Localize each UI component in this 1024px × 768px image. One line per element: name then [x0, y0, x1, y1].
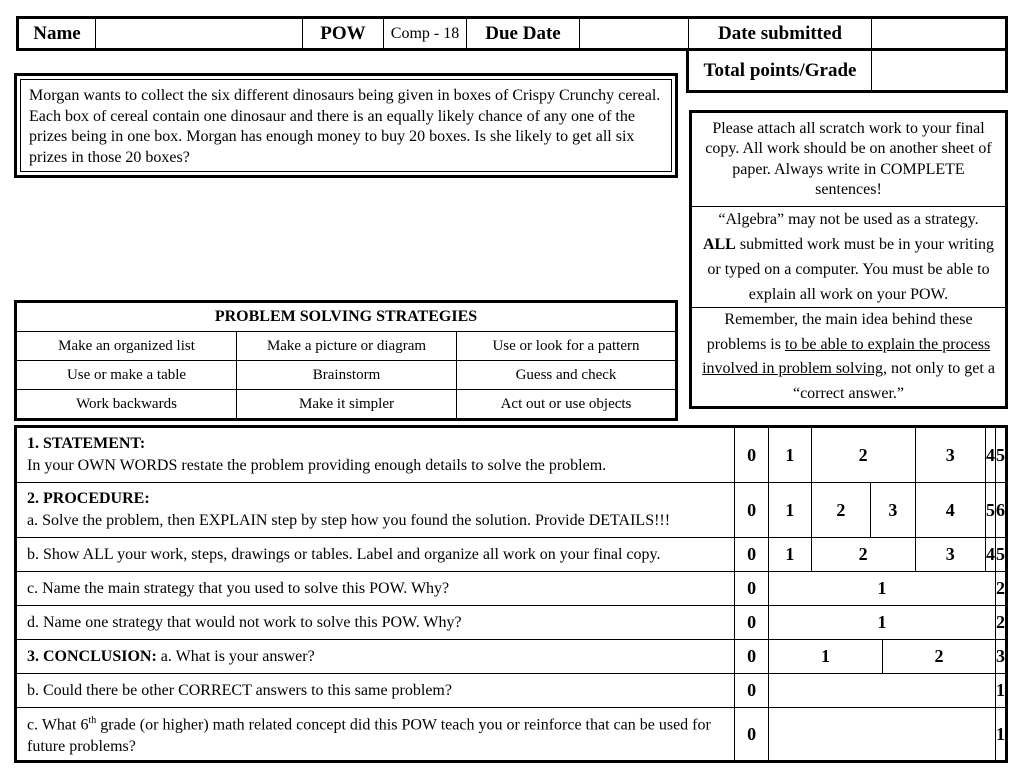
- score-cell[interactable]: 0: [735, 483, 769, 538]
- score-cell[interactable]: 2: [811, 538, 915, 572]
- score-cell[interactable]: 0: [735, 640, 769, 674]
- score-cell[interactable]: 2: [811, 427, 915, 483]
- due-date-label: Due Date: [467, 18, 580, 50]
- problem-box: [14, 73, 678, 178]
- score-cell[interactable]: 4: [915, 483, 985, 538]
- problem-text: Morgan wants to collect the six different dinosaurs being given in boxes of Crispy Crunchy cereal. Each box of cereal contain one dinosaur and there is an equally likely chance of any one of the prizes being in one box. Morgan has enough money to buy 20 boxes. Is she likely to get all six prizes in those 20 boxes?: [20, 79, 672, 172]
- grade-label: Total points/Grade: [688, 50, 872, 92]
- rubric-heading: 1. STATEMENT:: [27, 435, 146, 452]
- score-cell[interactable]: 1: [996, 708, 1007, 762]
- instructions-table: [689, 110, 1008, 409]
- score-cell[interactable]: 1: [769, 538, 812, 572]
- rubric-desc: b. Show ALL your work, steps, drawings or tables. Label and organize all work on your final copy.: [16, 538, 735, 572]
- strategy-cell: Brainstorm: [237, 361, 457, 390]
- score-cell[interactable]: 1: [769, 606, 996, 640]
- rubric-row-statement: [16, 427, 1007, 483]
- note-scratch-work: Please attach all scratch work to your final copy. All work should be on another sheet of paper. Always write in COMPLETE sentences!: [691, 112, 1007, 207]
- pow-label: POW: [303, 18, 384, 50]
- rubric-text: In your OWN WORDS restate the problem providing enough details to solve the problem.: [27, 457, 607, 474]
- strategies-title: PROBLEM SOLVING STRATEGIES: [16, 302, 677, 332]
- rubric-row-work: [16, 538, 1007, 572]
- score-cell[interactable]: 2: [996, 572, 1007, 606]
- score-cell[interactable]: 1: [769, 427, 812, 483]
- rubric-desc: [16, 640, 735, 674]
- rubric-text: a. What is your answer?: [156, 647, 315, 665]
- strategy-cell: Make a picture or diagram: [237, 332, 457, 361]
- score-cell[interactable]: 5: [996, 427, 1007, 483]
- due-date-field[interactable]: [580, 18, 689, 50]
- name-field[interactable]: [96, 18, 303, 50]
- note-main-idea: [691, 308, 1007, 408]
- ordinal-suffix: th: [88, 715, 97, 726]
- note-all-bold: ALL: [702, 236, 736, 253]
- score-cell[interactable]: 4: [985, 427, 995, 483]
- strategy-cell: Make an organized list: [16, 332, 237, 361]
- rubric-desc: [16, 427, 735, 483]
- rubric-text: a. Solve the problem, then EXPLAIN step by step how you found the solution. Provide DETAILS!!!: [27, 512, 671, 529]
- score-cell[interactable]: 5: [996, 538, 1007, 572]
- rubric-row-conclusion: [16, 640, 1007, 674]
- grade-table: [686, 48, 1008, 93]
- strategy-cell: Act out or use objects: [457, 390, 677, 420]
- score-cell[interactable]: 5: [985, 483, 995, 538]
- note-main-idea-text: Remember, the main idea behind these problems is: [706, 311, 973, 353]
- note-algebra-rest: submitted work must be in your writing or typed on a computer. You must be able to explain all work on your POW.: [707, 236, 995, 303]
- note-algebra-text: “Algebra” may not be used as a strategy.: [718, 211, 979, 228]
- score-cell[interactable]: 3: [915, 427, 985, 483]
- score-cell[interactable]: 2: [996, 606, 1007, 640]
- rubric-heading: 2. PROCEDURE:: [27, 490, 150, 507]
- rubric-row-other-answers: [16, 674, 1007, 708]
- name-label: Name: [18, 18, 96, 50]
- rubric-desc: [16, 483, 735, 538]
- score-cell[interactable]: 0: [735, 674, 769, 708]
- date-submitted-field[interactable]: [872, 18, 1007, 50]
- score-cell[interactable]: 0: [735, 572, 769, 606]
- score-cell[interactable]: 1: [769, 640, 883, 674]
- score-cell-blank: [769, 674, 996, 708]
- rubric-text: c. What 6: [27, 716, 89, 734]
- rubric-table: [14, 425, 1008, 763]
- score-cell[interactable]: 1: [769, 572, 996, 606]
- rubric-desc: [16, 708, 735, 762]
- score-cell[interactable]: 0: [735, 606, 769, 640]
- date-submitted-label: Date submitted: [689, 18, 872, 50]
- rubric-row-main-strategy: [16, 572, 1007, 606]
- rubric-desc: c. Name the main strategy that you used to solve this POW. Why?: [16, 572, 735, 606]
- strategy-cell: Work backwards: [16, 390, 237, 420]
- strategy-cell: Guess and check: [457, 361, 677, 390]
- score-cell[interactable]: 1: [996, 674, 1007, 708]
- note-algebra: [691, 207, 1007, 308]
- score-cell[interactable]: 3: [915, 538, 985, 572]
- rubric-heading: 3. CONCLUSION:: [27, 647, 157, 665]
- strategy-cell: Use or look for a pattern: [457, 332, 677, 361]
- note-main-idea-rest: , not only to get a “correct answer.”: [792, 360, 995, 402]
- score-cell[interactable]: 3: [996, 640, 1007, 674]
- score-cell[interactable]: 0: [735, 708, 769, 762]
- score-cell[interactable]: 0: [735, 427, 769, 483]
- note-main-idea-underlined: to be able to explain the process involved in problem solving: [702, 335, 991, 377]
- rubric-row-failing-strategy: [16, 606, 1007, 640]
- score-cell[interactable]: 2: [882, 640, 995, 674]
- rubric-desc: b. Could there be other CORRECT answers to this same problem?: [16, 674, 735, 708]
- strategy-cell: Use or make a table: [16, 361, 237, 390]
- score-cell[interactable]: 6: [996, 483, 1007, 538]
- header-table: [16, 16, 1008, 51]
- rubric-text-rest: grade (or higher) math related concept did this POW teach you or reinforce that can be used for future problems?: [27, 716, 711, 756]
- strategy-cell: Make it simpler: [237, 390, 457, 420]
- rubric-row-procedure: [16, 483, 1007, 538]
- score-cell[interactable]: 3: [871, 483, 916, 538]
- score-cell[interactable]: 0: [735, 538, 769, 572]
- score-cell[interactable]: 1: [769, 483, 812, 538]
- grade-field[interactable]: [872, 50, 1007, 92]
- rubric-row-math-concept: [16, 708, 1007, 762]
- score-cell[interactable]: 2: [811, 483, 870, 538]
- rubric-desc: d. Name one strategy that would not work to solve this POW. Why?: [16, 606, 735, 640]
- score-cell-blank: [769, 708, 996, 762]
- strategies-table: [14, 300, 678, 421]
- pow-code: Comp - 18: [384, 18, 467, 50]
- score-cell[interactable]: 4: [985, 538, 995, 572]
